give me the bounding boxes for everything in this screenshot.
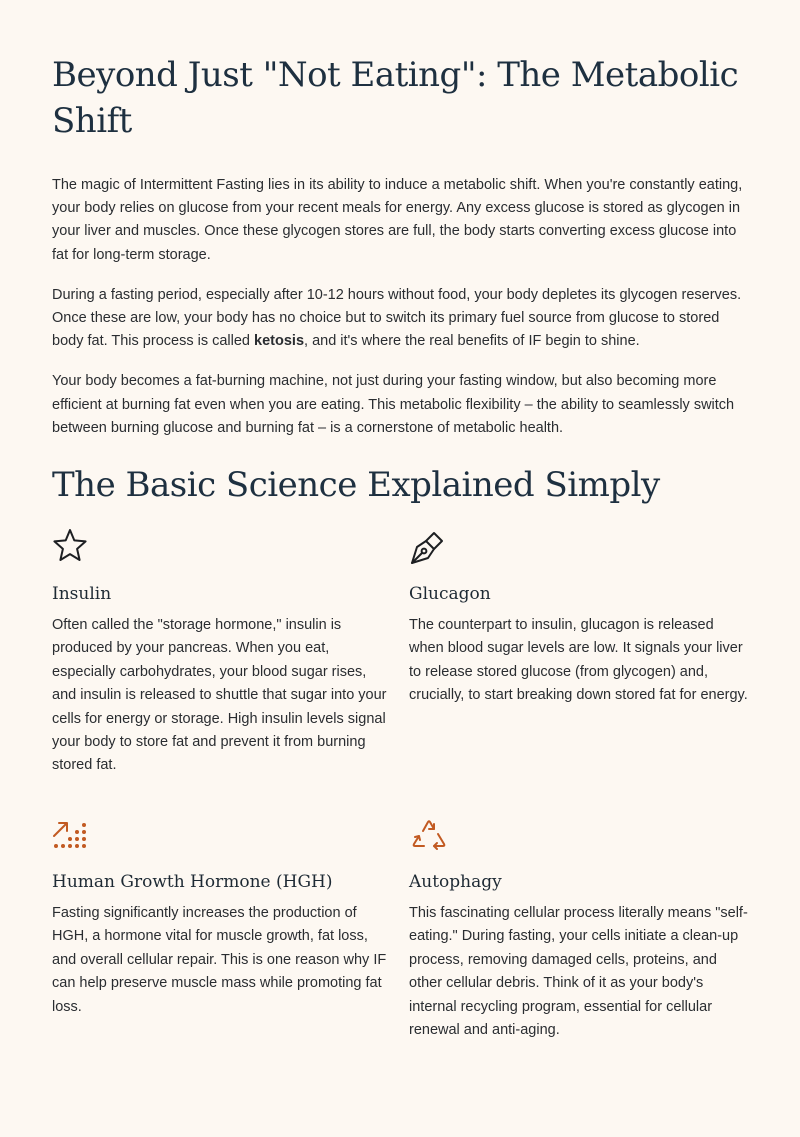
growth-arrow-dots-icon	[52, 816, 92, 856]
card-body: This fascinating cellular process literally means "self-eating." During fasting, your cells initiate a clean-up process, removing damaged cells, proteins, and other cellular debris. Think of it as your body's internal recycling program, essential for cellular renewal and anti-aging.	[409, 905, 748, 1039]
card-body: Fasting significantly increases the production of HGH, a hormone vital for muscle growth, fat loss, and overall cellular repair. This is one reason why IF can help preserve muscle mass while promoting fat loss.	[52, 905, 387, 1015]
recycle-icon	[409, 816, 449, 856]
section-heading: The Basic Science Explained Simply	[52, 465, 660, 505]
page-title: Beyond Just "Not Eating": The Metabolic Shift	[52, 55, 739, 141]
card-body: The counterpart to insulin, glucagon is released when blood sugar levels are low. It signals your liver to release stored glucose (from glycogen) and, crucially, to start breaking down stored fat for energy.	[409, 617, 748, 704]
intro-paragraph-2-text-a: During a fasting period, especially after 10-12 hours without food, your body depletes its glycogen reserves. Once these are low, your body has no choice but to switch its primary fuel source from glucose to stored body fat. This process is called	[52, 286, 742, 350]
science-card-hgh	[52, 816, 392, 1019]
ketosis-term: ketosis	[254, 333, 305, 350]
card-title: Human Growth Hormone (HGH)	[52, 872, 333, 892]
science-card-autophagy	[409, 816, 749, 1042]
intro-section	[52, 174, 752, 457]
science-card-insulin	[52, 528, 392, 778]
science-card-glucagon	[409, 528, 749, 708]
intro-paragraph-2-text-b: , and it's where the real benefits of IF begin to shine.	[304, 333, 640, 350]
card-body: Often called the "storage hormone," insulin is produced by your pancreas. When you eat, especially carbohydrates, your blood sugar rises, and insulin is released to shuttle that sugar into your cells for energy or storage. High insulin levels signal your body to store fat and prevent it from burning stored fat.	[52, 617, 387, 774]
pen-nib-icon	[409, 528, 449, 568]
card-title: Autophagy	[409, 872, 502, 892]
intro-paragraph-1: The magic of Intermittent Fasting lies in its ability to induce a metabolic shift. When you're constantly eating, your body relies on glucose from your recent meals for energy. Any excess glucose is stored as glycogen in your liver and muscles. Once these glycogen stores are full, the body starts converting excess glucose into fat for long-term storage.	[52, 177, 743, 263]
star-icon	[52, 528, 92, 568]
intro-paragraph-3: Your body becomes a fat-burning machine, not just during your fasting window, but also becoming more efficient at burning fat even when you are eating. This metabolic flexibility – the ability to seamlessly switch between burning glucose and burning fat – is a cornerstone of metabolic health.	[52, 373, 735, 436]
intro-paragraph-2	[52, 284, 752, 354]
card-title: Insulin	[52, 584, 112, 604]
card-title: Glucagon	[409, 584, 491, 604]
